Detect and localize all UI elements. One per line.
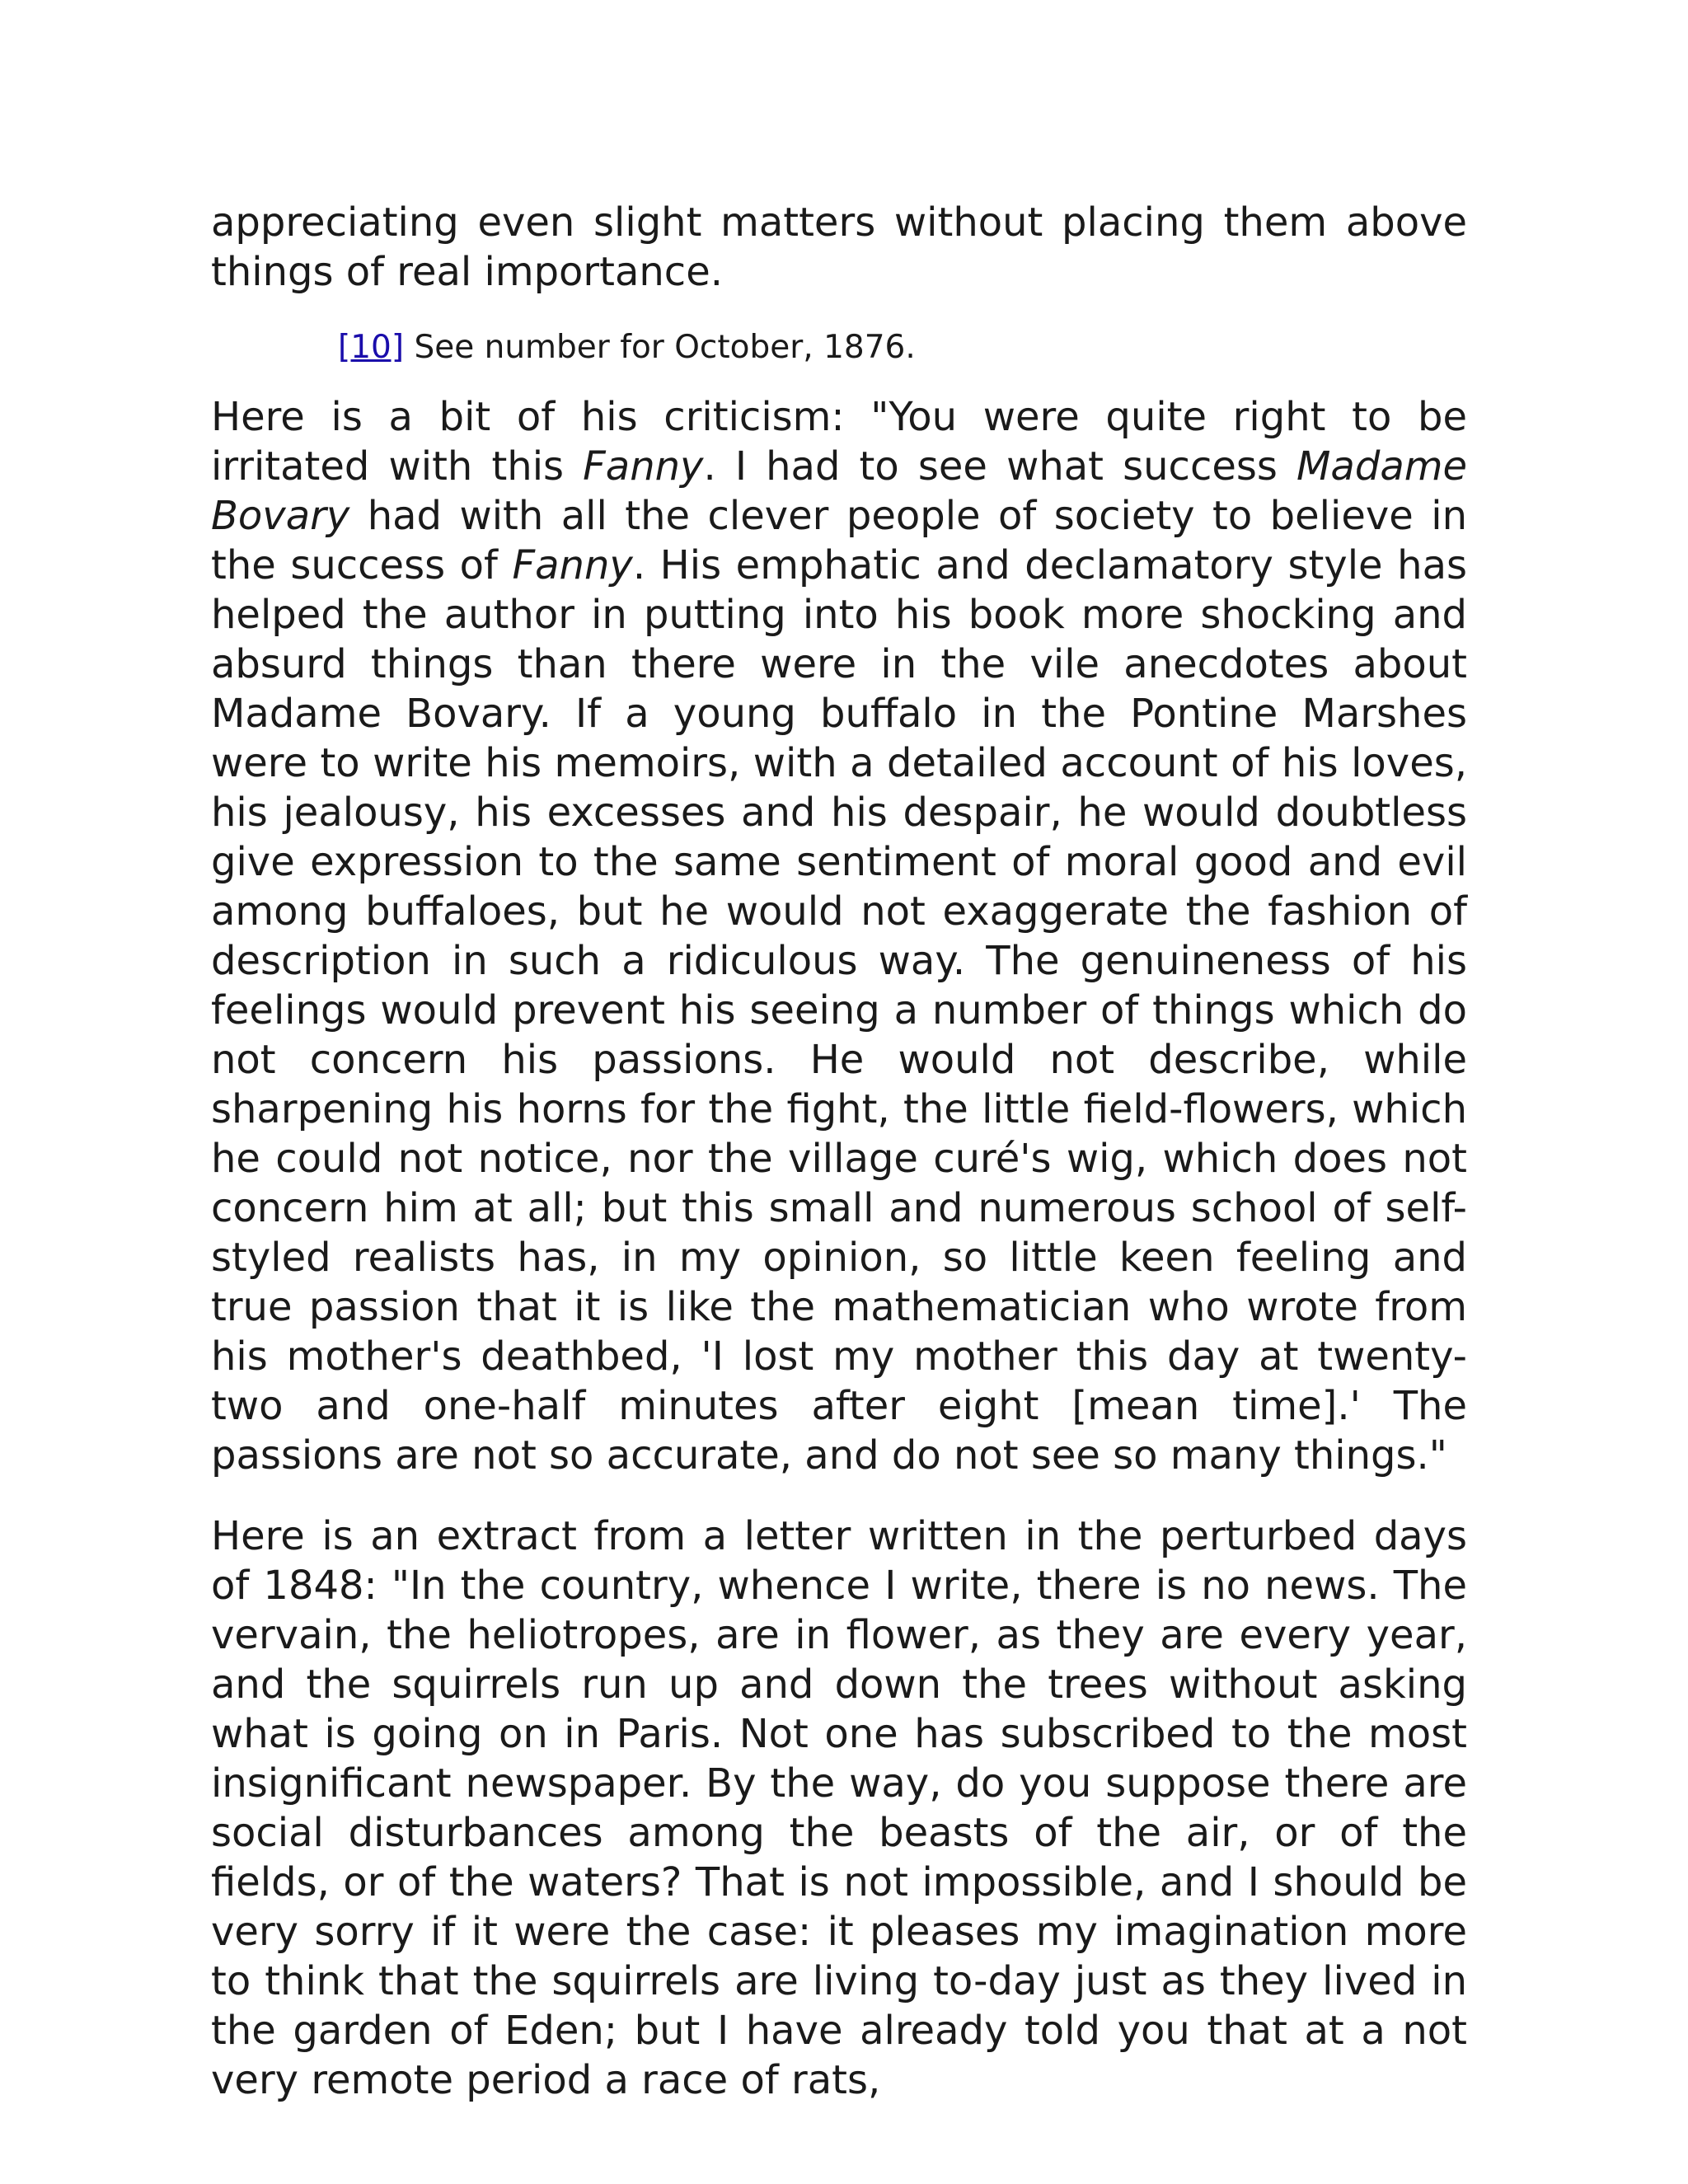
document-page (211, 198, 1467, 2105)
paragraph-criticism (211, 392, 1467, 1480)
paragraph-2-segment-1: Here is a bit of his criticism: "You were quite right to be irritated with this (211, 394, 1467, 490)
paragraph-1-text: appreciating even slight matters without placing them above things of real importance. (211, 199, 1467, 295)
italic-title-fanny-2: Fanny (512, 542, 633, 588)
paragraph-3-text: Here is an extract from a letter written in the perturbed days of 1848: "In the country, whence I write, there is no news. The vervain, the heliotropes, are in flower, as they are every year, and the squirrels run up and down the trees without asking what is going on in Paris. Not one has subscribed to the most insignificant newspaper. By the way, do you suppose there are social disturbances among the beasts of the air, or of the fields, or of the waters? That is not impossible, and I should be very sorry if it were the case: it pleases my imagination more to think that the squirrels are living to-day just as they lived in the garden of Eden; but I have already told you that at a not very remote period a race of rats, (211, 1513, 1467, 2103)
italic-title-fanny: Fanny (583, 443, 704, 490)
paragraph-2-segment-4: . His emphatic and declamatory style has helped the author in putting into his book more shocking and absurd things than there were in the vile anecdotes about Madame Bovary. If a young buffalo in the Pontine Marshes were to write his memoirs, with a detailed account of his loves, his jealousy, his excesses and his despair, he would doubtless give expression to the same sentiment of moral good and evil among buffaloes, but he would not exaggerate the fashion of description in such a ridiculous way. The genuineness of his feelings would prevent his seeing a number of things which do not concern his passions. He would not describe, while sharpening his horns for the fight, the little field-flowers, which he could not notice, nor the village curé's wig, which does not concern him at all; but this small and numerous school of self-styled realists has, in my opinion, so little keen feeling and true passion that it is like the mathematician who wrote from his mother's deathbed, 'I lost my mother this day at twenty-two and one-half minutes after eight [mean time].' The passions are not so accurate, and do not see so many things." (211, 542, 1467, 1479)
paragraph-2-segment-2: . I had to see what success (703, 443, 1297, 490)
footnote-ref-link[interactable]: [10] (338, 329, 405, 366)
paragraph-continuation (211, 198, 1467, 297)
paragraph-letter-extract (211, 1511, 1467, 2105)
italic-title-madame-bovary: Madame Bovary (211, 443, 1468, 539)
paragraph-2-segment-3: had with all the clever people of society to believe in the success of (211, 493, 1467, 588)
footnote-text: See number for October, 1876. (404, 329, 916, 366)
footnote (338, 326, 1467, 369)
